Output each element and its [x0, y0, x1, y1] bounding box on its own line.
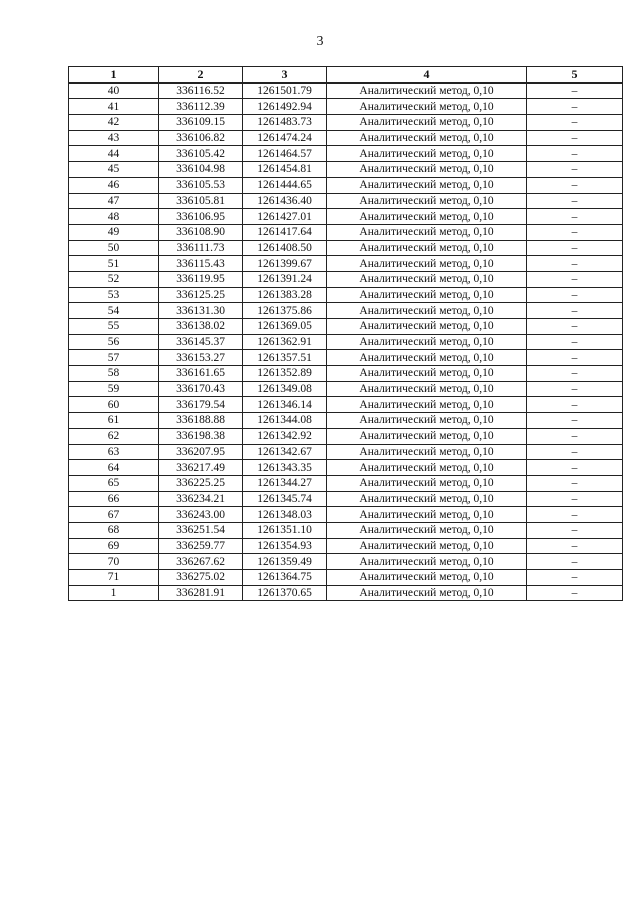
x-coordinate-cell: 336105.81	[159, 193, 243, 209]
x-coordinate-cell: 336251.54	[159, 522, 243, 538]
y-coordinate-cell: 1261364.75	[243, 570, 327, 586]
coordinates-table	[68, 66, 623, 601]
y-coordinate-cell: 1261492.94	[243, 99, 327, 115]
method-cell: Аналитический метод, 0,10	[327, 193, 527, 209]
table-row	[69, 256, 623, 272]
method-cell: Аналитический метод, 0,10	[327, 475, 527, 491]
x-coordinate-cell: 336161.65	[159, 366, 243, 382]
description-cell: –	[527, 413, 623, 429]
method-cell: Аналитический метод, 0,10	[327, 287, 527, 303]
description-cell: –	[527, 115, 623, 131]
y-coordinate-cell: 1261351.10	[243, 522, 327, 538]
method-cell: Аналитический метод, 0,10	[327, 130, 527, 146]
table-row	[69, 240, 623, 256]
point-number-cell: 43	[69, 130, 159, 146]
table-row	[69, 538, 623, 554]
table-row	[69, 491, 623, 507]
x-coordinate-cell: 336243.00	[159, 507, 243, 523]
x-coordinate-cell: 336259.77	[159, 538, 243, 554]
method-cell: Аналитический метод, 0,10	[327, 271, 527, 287]
point-number-cell: 68	[69, 522, 159, 538]
description-cell: –	[527, 444, 623, 460]
point-number-cell: 49	[69, 224, 159, 240]
description-cell: –	[527, 193, 623, 209]
y-coordinate-cell: 1261370.65	[243, 585, 327, 601]
y-coordinate-cell: 1261362.91	[243, 334, 327, 350]
x-coordinate-cell: 336179.54	[159, 397, 243, 413]
table-row	[69, 334, 623, 350]
x-coordinate-cell: 336115.43	[159, 256, 243, 272]
description-cell: –	[527, 428, 623, 444]
point-number-cell: 61	[69, 413, 159, 429]
table-row	[69, 287, 623, 303]
point-number-cell: 44	[69, 146, 159, 162]
header-cell-x: 2	[159, 67, 243, 83]
y-coordinate-cell: 1261427.01	[243, 209, 327, 225]
method-cell: Аналитический метод, 0,10	[327, 428, 527, 444]
point-number-cell: 42	[69, 115, 159, 131]
header-row	[69, 67, 623, 83]
description-cell: –	[527, 209, 623, 225]
x-coordinate-cell: 336153.27	[159, 350, 243, 366]
description-cell: –	[527, 522, 623, 538]
y-coordinate-cell: 1261369.05	[243, 319, 327, 335]
x-coordinate-cell: 336104.98	[159, 162, 243, 178]
table-row	[69, 585, 623, 601]
y-coordinate-cell: 1261344.27	[243, 475, 327, 491]
method-cell: Аналитический метод, 0,10	[327, 491, 527, 507]
description-cell: –	[527, 83, 623, 99]
x-coordinate-cell: 336125.25	[159, 287, 243, 303]
header-cell-method: 4	[327, 67, 527, 83]
y-coordinate-cell: 1261408.50	[243, 240, 327, 256]
method-cell: Аналитический метод, 0,10	[327, 538, 527, 554]
x-coordinate-cell: 336112.39	[159, 99, 243, 115]
point-number-cell: 67	[69, 507, 159, 523]
description-cell: –	[527, 397, 623, 413]
table-row	[69, 193, 623, 209]
x-coordinate-cell: 336225.25	[159, 475, 243, 491]
description-cell: –	[527, 460, 623, 476]
method-cell: Аналитический метод, 0,10	[327, 99, 527, 115]
x-coordinate-cell: 336119.95	[159, 271, 243, 287]
point-number-cell: 62	[69, 428, 159, 444]
x-coordinate-cell: 336138.02	[159, 319, 243, 335]
y-coordinate-cell: 1261391.24	[243, 271, 327, 287]
x-coordinate-cell: 336106.95	[159, 209, 243, 225]
point-number-cell: 52	[69, 271, 159, 287]
method-cell: Аналитический метод, 0,10	[327, 570, 527, 586]
y-coordinate-cell: 1261357.51	[243, 350, 327, 366]
description-cell: –	[527, 177, 623, 193]
description-cell: –	[527, 585, 623, 601]
y-coordinate-cell: 1261417.64	[243, 224, 327, 240]
description-cell: –	[527, 303, 623, 319]
table-row	[69, 475, 623, 491]
point-number-cell: 60	[69, 397, 159, 413]
x-coordinate-cell: 336106.82	[159, 130, 243, 146]
description-cell: –	[527, 381, 623, 397]
method-cell: Аналитический метод, 0,10	[327, 334, 527, 350]
x-coordinate-cell: 336217.49	[159, 460, 243, 476]
point-number-cell: 70	[69, 554, 159, 570]
table-row	[69, 115, 623, 131]
point-number-cell: 55	[69, 319, 159, 335]
table-row	[69, 99, 623, 115]
table-row	[69, 146, 623, 162]
description-cell: –	[527, 334, 623, 350]
y-coordinate-cell: 1261342.67	[243, 444, 327, 460]
y-coordinate-cell: 1261474.24	[243, 130, 327, 146]
description-cell: –	[527, 350, 623, 366]
table-row	[69, 162, 623, 178]
y-coordinate-cell: 1261383.28	[243, 287, 327, 303]
table-row	[69, 271, 623, 287]
method-cell: Аналитический метод, 0,10	[327, 585, 527, 601]
x-coordinate-cell: 336188.88	[159, 413, 243, 429]
table-header	[69, 67, 623, 83]
point-number-cell: 63	[69, 444, 159, 460]
y-coordinate-cell: 1261345.74	[243, 491, 327, 507]
y-coordinate-cell: 1261444.65	[243, 177, 327, 193]
table-row	[69, 428, 623, 444]
table-row	[69, 413, 623, 429]
point-number-cell: 45	[69, 162, 159, 178]
table-row	[69, 397, 623, 413]
description-cell: –	[527, 507, 623, 523]
table-row	[69, 224, 623, 240]
method-cell: Аналитический метод, 0,10	[327, 444, 527, 460]
method-cell: Аналитический метод, 0,10	[327, 303, 527, 319]
table-row	[69, 366, 623, 382]
point-number-cell: 66	[69, 491, 159, 507]
method-cell: Аналитический метод, 0,10	[327, 224, 527, 240]
point-number-cell: 40	[69, 83, 159, 99]
description-cell: –	[527, 240, 623, 256]
method-cell: Аналитический метод, 0,10	[327, 83, 527, 99]
description-cell: –	[527, 491, 623, 507]
table-row	[69, 130, 623, 146]
point-number-cell: 56	[69, 334, 159, 350]
description-cell: –	[527, 162, 623, 178]
method-cell: Аналитический метод, 0,10	[327, 209, 527, 225]
y-coordinate-cell: 1261454.81	[243, 162, 327, 178]
y-coordinate-cell: 1261348.03	[243, 507, 327, 523]
table-row	[69, 350, 623, 366]
table-row	[69, 381, 623, 397]
description-cell: –	[527, 99, 623, 115]
point-number-cell: 47	[69, 193, 159, 209]
table-row	[69, 319, 623, 335]
method-cell: Аналитический метод, 0,10	[327, 146, 527, 162]
y-coordinate-cell: 1261342.92	[243, 428, 327, 444]
table-row	[69, 83, 623, 99]
description-cell: –	[527, 256, 623, 272]
x-coordinate-cell: 336116.52	[159, 83, 243, 99]
table-row	[69, 444, 623, 460]
description-cell: –	[527, 130, 623, 146]
x-coordinate-cell: 336207.95	[159, 444, 243, 460]
x-coordinate-cell: 336281.91	[159, 585, 243, 601]
method-cell: Аналитический метод, 0,10	[327, 381, 527, 397]
x-coordinate-cell: 336111.73	[159, 240, 243, 256]
x-coordinate-cell: 336267.62	[159, 554, 243, 570]
table-row	[69, 554, 623, 570]
table-row	[69, 507, 623, 523]
y-coordinate-cell: 1261375.86	[243, 303, 327, 319]
method-cell: Аналитический метод, 0,10	[327, 162, 527, 178]
y-coordinate-cell: 1261501.79	[243, 83, 327, 99]
x-coordinate-cell: 336108.90	[159, 224, 243, 240]
point-number-cell: 50	[69, 240, 159, 256]
method-cell: Аналитический метод, 0,10	[327, 319, 527, 335]
y-coordinate-cell: 1261399.67	[243, 256, 327, 272]
table-body	[69, 83, 623, 601]
header-cell-y: 3	[243, 67, 327, 83]
point-number-cell: 57	[69, 350, 159, 366]
point-number-cell: 54	[69, 303, 159, 319]
point-number-cell: 59	[69, 381, 159, 397]
method-cell: Аналитический метод, 0,10	[327, 240, 527, 256]
method-cell: Аналитический метод, 0,10	[327, 507, 527, 523]
point-number-cell: 65	[69, 475, 159, 491]
table-row	[69, 460, 623, 476]
table-row	[69, 209, 623, 225]
x-coordinate-cell: 336234.21	[159, 491, 243, 507]
y-coordinate-cell: 1261483.73	[243, 115, 327, 131]
point-number-cell: 58	[69, 366, 159, 382]
point-number-cell: 64	[69, 460, 159, 476]
x-coordinate-cell: 336275.02	[159, 570, 243, 586]
point-number-cell: 71	[69, 570, 159, 586]
y-coordinate-cell: 1261464.57	[243, 146, 327, 162]
description-cell: –	[527, 271, 623, 287]
point-number-cell: 69	[69, 538, 159, 554]
header-cell-point: 1	[69, 67, 159, 83]
method-cell: Аналитический метод, 0,10	[327, 256, 527, 272]
method-cell: Аналитический метод, 0,10	[327, 397, 527, 413]
description-cell: –	[527, 224, 623, 240]
description-cell: –	[527, 366, 623, 382]
y-coordinate-cell: 1261349.08	[243, 381, 327, 397]
description-cell: –	[527, 475, 623, 491]
method-cell: Аналитический метод, 0,10	[327, 366, 527, 382]
x-coordinate-cell: 336105.53	[159, 177, 243, 193]
method-cell: Аналитический метод, 0,10	[327, 460, 527, 476]
description-cell: –	[527, 287, 623, 303]
x-coordinate-cell: 336131.30	[159, 303, 243, 319]
description-cell: –	[527, 554, 623, 570]
table-row	[69, 522, 623, 538]
point-number-cell: 48	[69, 209, 159, 225]
x-coordinate-cell: 336170.43	[159, 381, 243, 397]
header-cell-description: 5	[527, 67, 623, 83]
table-row	[69, 303, 623, 319]
table-row	[69, 177, 623, 193]
y-coordinate-cell: 1261436.40	[243, 193, 327, 209]
method-cell: Аналитический метод, 0,10	[327, 413, 527, 429]
x-coordinate-cell: 336105.42	[159, 146, 243, 162]
method-cell: Аналитический метод, 0,10	[327, 177, 527, 193]
table-row	[69, 570, 623, 586]
x-coordinate-cell: 336109.15	[159, 115, 243, 131]
description-cell: –	[527, 146, 623, 162]
description-cell: –	[527, 538, 623, 554]
description-cell: –	[527, 319, 623, 335]
point-number-cell: 1	[69, 585, 159, 601]
x-coordinate-cell: 336145.37	[159, 334, 243, 350]
y-coordinate-cell: 1261346.14	[243, 397, 327, 413]
page-number: 3	[316, 34, 324, 49]
point-number-cell: 46	[69, 177, 159, 193]
method-cell: Аналитический метод, 0,10	[327, 115, 527, 131]
point-number-cell: 41	[69, 99, 159, 115]
y-coordinate-cell: 1261344.08	[243, 413, 327, 429]
y-coordinate-cell: 1261352.89	[243, 366, 327, 382]
method-cell: Аналитический метод, 0,10	[327, 554, 527, 570]
y-coordinate-cell: 1261359.49	[243, 554, 327, 570]
point-number-cell: 53	[69, 287, 159, 303]
point-number-cell: 51	[69, 256, 159, 272]
y-coordinate-cell: 1261343.35	[243, 460, 327, 476]
y-coordinate-cell: 1261354.93	[243, 538, 327, 554]
method-cell: Аналитический метод, 0,10	[327, 350, 527, 366]
description-cell: –	[527, 570, 623, 586]
x-coordinate-cell: 336198.38	[159, 428, 243, 444]
method-cell: Аналитический метод, 0,10	[327, 522, 527, 538]
